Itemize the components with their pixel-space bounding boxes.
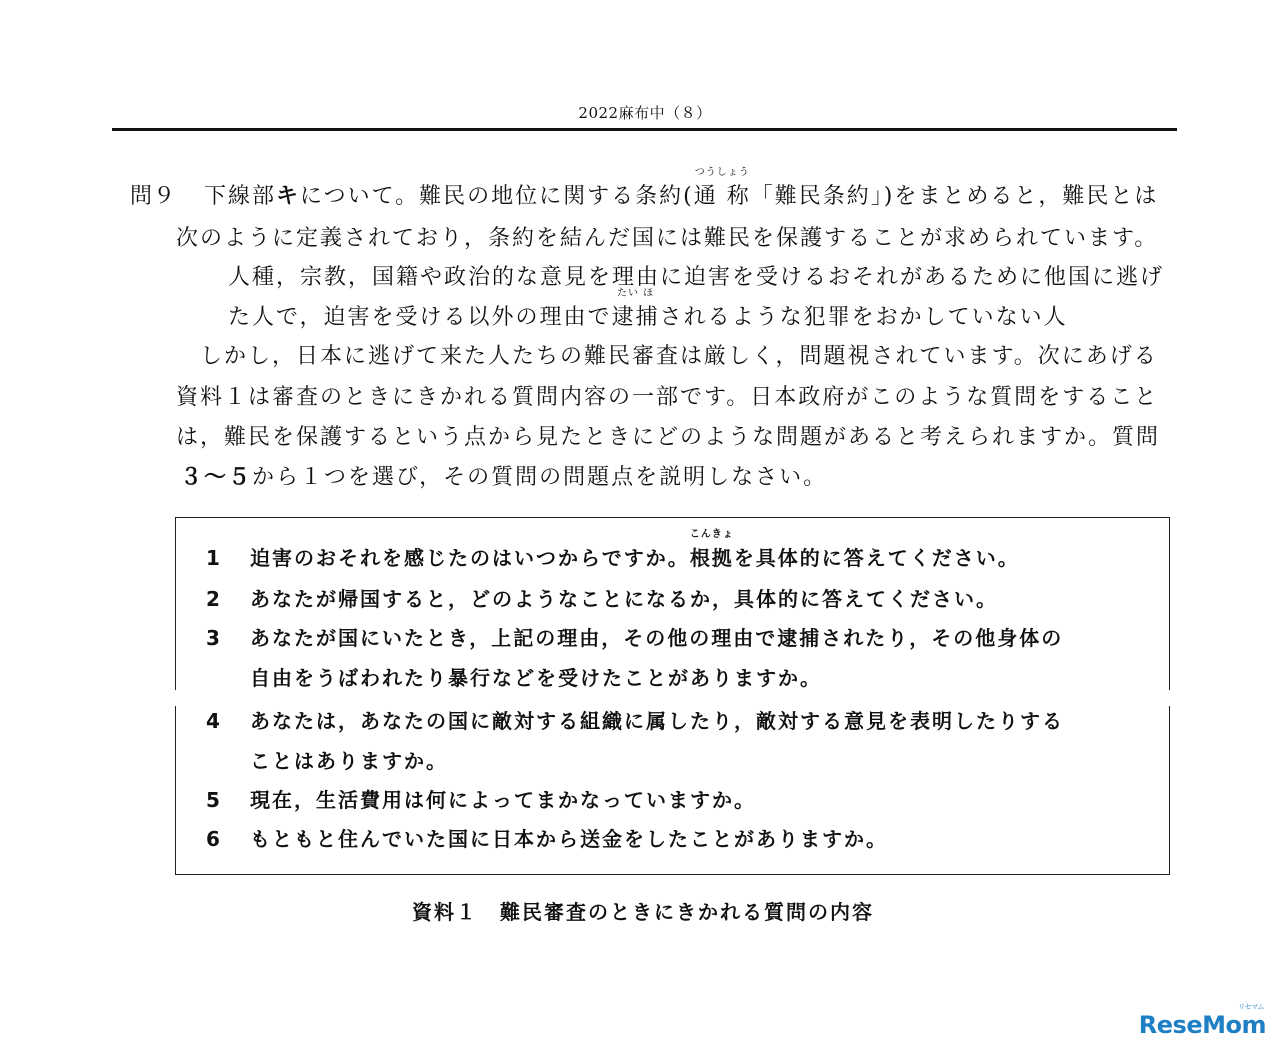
material-item: [206, 827, 888, 851]
material-item: [206, 788, 756, 812]
question-line-2: 次のように定義されており，条約を結んだ国には難民を保護することが求められています。: [176, 226, 1159, 251]
question-text-part: について。難民の地位に関する条約: [300, 184, 684, 209]
underline-marker: キ: [276, 184, 301, 209]
item-number: 4: [206, 709, 222, 733]
material-item: [206, 587, 998, 611]
item-text: あなたは，あなたの国に敵対する組織に属したり，敵対する意見を表明したりする: [250, 709, 1064, 733]
material-item-continued: ことはありますか。: [250, 749, 448, 773]
question-text-part: 「難民条約」)をまとめると，難民とは: [750, 184, 1159, 209]
ruby-base: 逮捕: [611, 305, 660, 330]
body-line-4: [180, 467, 827, 489]
definition-line-2: [228, 288, 1068, 330]
item-text: あなたが国にいたとき，上記の理由，その他の理由で逮捕されたり，その他身体の: [250, 626, 1064, 650]
ruby-reading: たい ほ: [616, 288, 655, 299]
page-header: 2022麻布中（８）: [578, 104, 712, 122]
ruby-term: [689, 529, 734, 570]
header-rule: [112, 128, 1177, 131]
ruby-base: 根拠: [689, 546, 734, 570]
material-item-continued: 自由をうばわれたり暴行などを受けたことがありますか。: [250, 666, 822, 690]
ruby-reading: こんきょ: [689, 529, 734, 540]
item-text: 迫害のおそれを感じたのはいつからですか。: [250, 546, 690, 570]
item-number: 6: [206, 827, 222, 851]
material-item: [206, 709, 1064, 733]
material-item: [206, 626, 1064, 650]
item-text: もともと住んでいた国に日本から送金をしたことがありますか。: [250, 827, 888, 851]
item-text: を具体的に答えてください。: [733, 546, 1020, 570]
body-line-2: 資料１は審査のときにきかれる質問内容の一部です。日本政府がこのような質問をすること: [176, 385, 1159, 410]
definition-text-part: されるような犯罪をおかしていない人: [659, 305, 1068, 330]
ruby-reading: つうしょう: [694, 167, 750, 178]
ruby-term: [611, 288, 660, 330]
item-number: 5: [206, 788, 222, 812]
body-line-3: は，難民を保護するという点から見たときにどのような問題があると考えられますか。質問: [176, 425, 1161, 450]
material-item: [206, 529, 1020, 570]
item-text: あなたが帰国すると，どのようなことになるか，具体的に答えてください。: [250, 587, 998, 611]
logo-text: ReseMom: [1138, 1011, 1266, 1039]
logo-subtext: リセマム: [1238, 1003, 1264, 1011]
body-line-1: しかし，日本に逃げて来た人たちの難民審査は厳しく，問題視されています。次にあげる: [200, 344, 1158, 369]
definition-text-part: た人で，迫害を受ける以外の理由で: [228, 305, 612, 330]
item-text: 現在，生活費用は何によってまかなっていますか。: [250, 788, 756, 812]
body-text-part: から１つを選び，その質問の問題点を説明しなさい。: [252, 465, 828, 490]
material-caption: 資料１ 難民審査のときにきかれる質問の内容: [412, 900, 874, 924]
ruby-term: [693, 167, 751, 209]
item-number: 2: [206, 587, 222, 611]
resemom-logo: [1138, 1003, 1266, 1039]
question-number: 問９: [130, 184, 177, 209]
question-text-part: 下線部: [204, 184, 277, 209]
item-number: 1: [206, 546, 222, 570]
paren-open: (: [683, 184, 694, 209]
item-number: 3: [206, 626, 222, 650]
question-range: ３～５: [180, 465, 253, 490]
definition-line-1: 人種，宗教，国籍や政治的な意見を理由に迫害を受けるおそれがあるために他国に逃げ: [228, 265, 1165, 290]
ruby-base: 通 称: [693, 184, 751, 209]
question-line-1: [130, 167, 1159, 209]
